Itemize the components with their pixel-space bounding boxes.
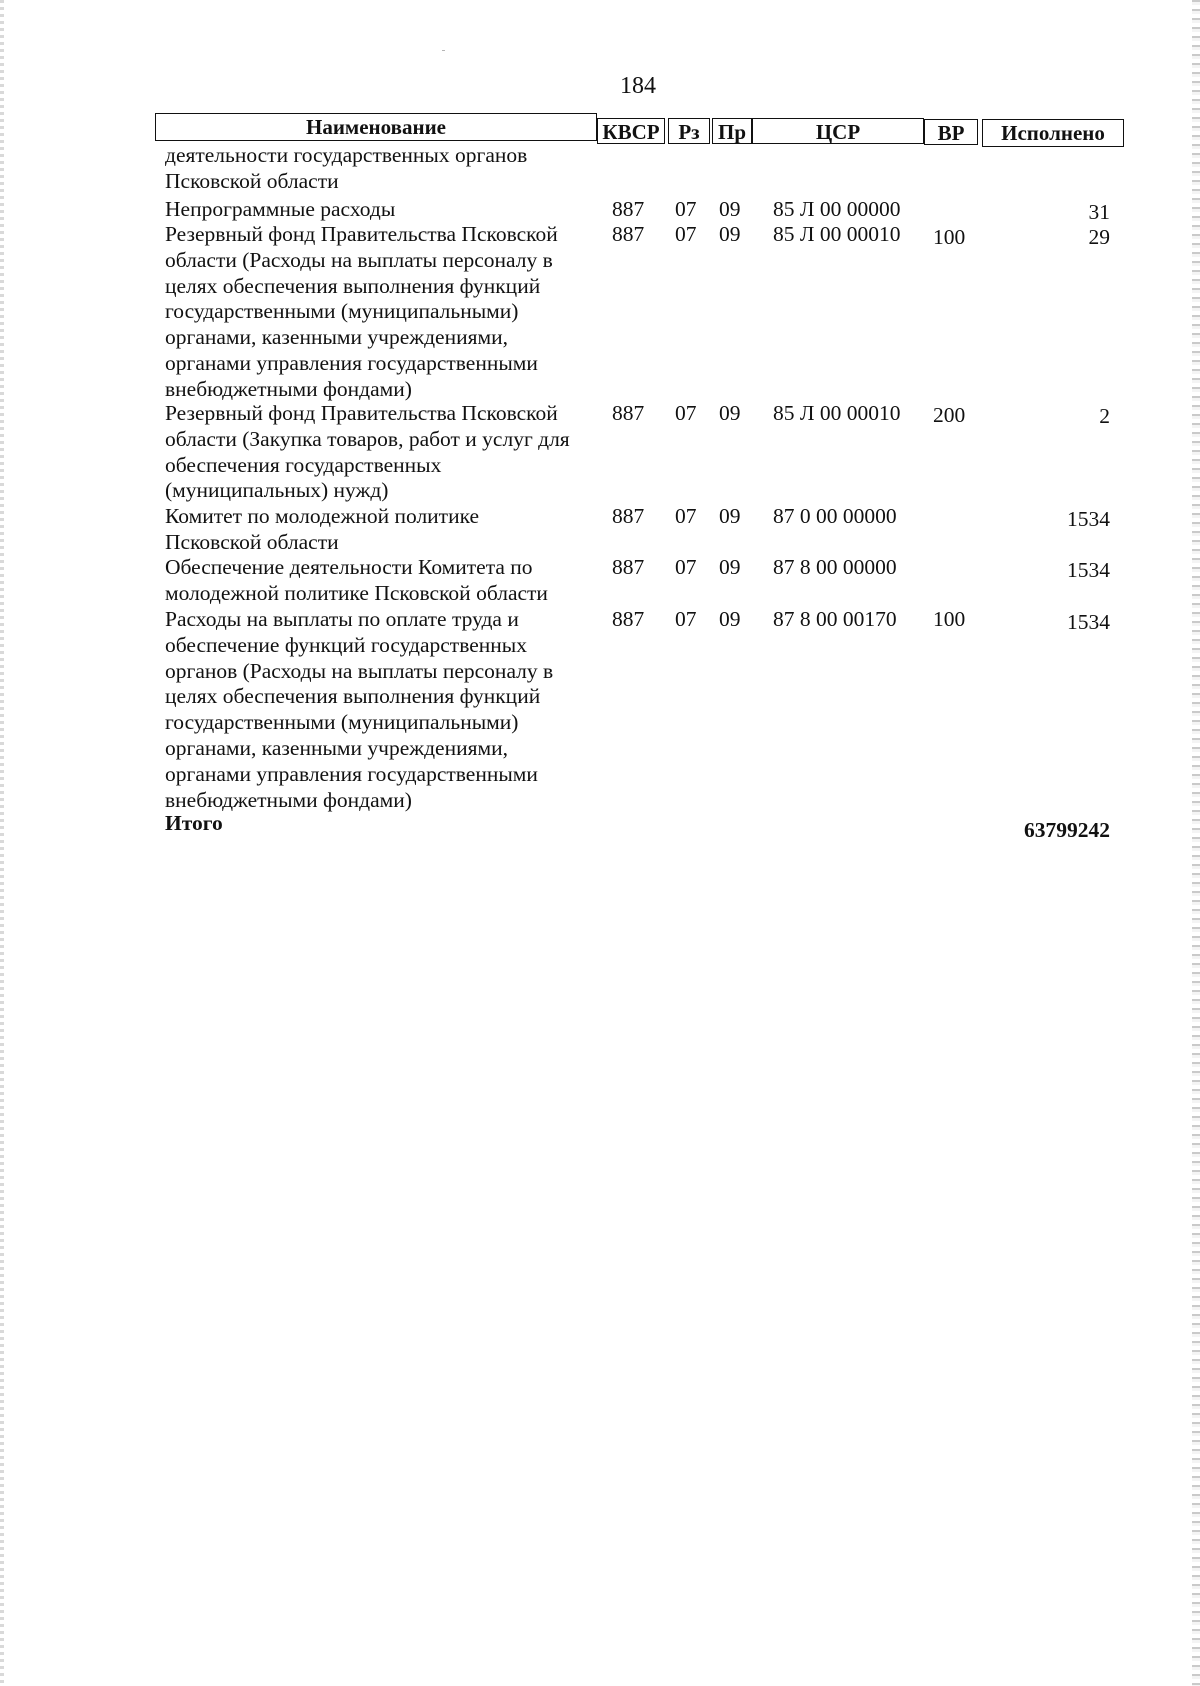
row-name: Комитет по молодежной политике Псковской области bbox=[165, 504, 480, 554]
row-pr: 09 bbox=[719, 222, 741, 246]
header-vr: ВР bbox=[924, 119, 978, 145]
row-name: Расходы на выплаты по оплате труда и обеспечение функций государственных органов (Расходы на выплаты персоналу в целях обеспечения выполнения функций государственными (муниципальными) органами, казенными учреждениями, органами управления государственными внебюджетными фондами) bbox=[165, 607, 554, 812]
row-name: Резервный фонд Правительства Псковской области (Расходы на выплаты персоналу в целях обеспечения выполнения функций государственными (муниципальными) органами, казенными учреждениями, органами управления государственными внебюджетными фондами) bbox=[165, 222, 558, 401]
row-vr: 200 bbox=[933, 403, 966, 427]
scan-speck bbox=[442, 50, 445, 51]
row-rz: 07 bbox=[675, 222, 697, 246]
header-pr: Пр bbox=[712, 118, 752, 144]
header-csr: ЦСР bbox=[752, 118, 924, 144]
header-name: Наименование bbox=[155, 113, 597, 141]
scan-edge-right bbox=[1192, 0, 1200, 1686]
row-csr: 85 Л 00 00000 bbox=[773, 197, 901, 221]
row-name: деятельности государственных органов Псковской области bbox=[165, 143, 528, 193]
row-executed: 2 bbox=[1099, 404, 1110, 428]
row-pr: 09 bbox=[719, 607, 741, 631]
row-vr: 100 bbox=[933, 607, 966, 631]
row-kvsr: 887 bbox=[612, 222, 645, 246]
header-executed: Исполнено bbox=[982, 119, 1124, 147]
row-rz: 07 bbox=[675, 607, 697, 631]
row-pr: 09 bbox=[719, 555, 741, 579]
row-csr: 87 8 00 00170 bbox=[773, 607, 897, 631]
row-rz: 07 bbox=[675, 504, 697, 528]
header-rz: Рз bbox=[668, 118, 710, 144]
row-kvsr: 887 bbox=[612, 504, 645, 528]
total-label: Итого bbox=[165, 811, 223, 835]
row-vr: 100 bbox=[933, 225, 966, 249]
total-executed: 63799242 bbox=[1024, 818, 1110, 842]
row-name: Резервный фонд Правительства Псковской области (Закупка товаров, работ и услуг для обеспечения государственных (муниципальных) нужд) bbox=[165, 401, 570, 503]
row-pr: 09 bbox=[719, 504, 741, 528]
header-kvsr: КВСР bbox=[597, 118, 665, 144]
row-pr: 09 bbox=[719, 401, 741, 425]
row-csr: 85 Л 00 00010 bbox=[773, 222, 901, 246]
row-kvsr: 887 bbox=[612, 607, 645, 631]
page-number: 184 bbox=[620, 73, 656, 99]
row-rz: 07 bbox=[675, 401, 697, 425]
row-executed: 1534 bbox=[1067, 610, 1110, 634]
row-kvsr: 887 bbox=[612, 401, 645, 425]
row-executed: 31 bbox=[1088, 200, 1110, 224]
row-name: Непрограммные расходы bbox=[165, 197, 396, 221]
row-pr: 09 bbox=[719, 197, 741, 221]
row-rz: 07 bbox=[675, 555, 697, 579]
row-kvsr: 887 bbox=[612, 197, 645, 221]
row-csr: 85 Л 00 00010 bbox=[773, 401, 901, 425]
scan-edge-left bbox=[0, 0, 4, 1686]
row-csr: 87 8 00 00000 bbox=[773, 555, 897, 579]
row-executed: 29 bbox=[1088, 225, 1110, 249]
row-kvsr: 887 bbox=[612, 555, 645, 579]
row-csr: 87 0 00 00000 bbox=[773, 504, 897, 528]
row-executed: 1534 bbox=[1067, 558, 1110, 582]
row-name: Обеспечение деятельности Комитета по молодежной политике Псковской области bbox=[165, 555, 548, 605]
row-executed: 1534 bbox=[1067, 507, 1110, 531]
row-rz: 07 bbox=[675, 197, 697, 221]
